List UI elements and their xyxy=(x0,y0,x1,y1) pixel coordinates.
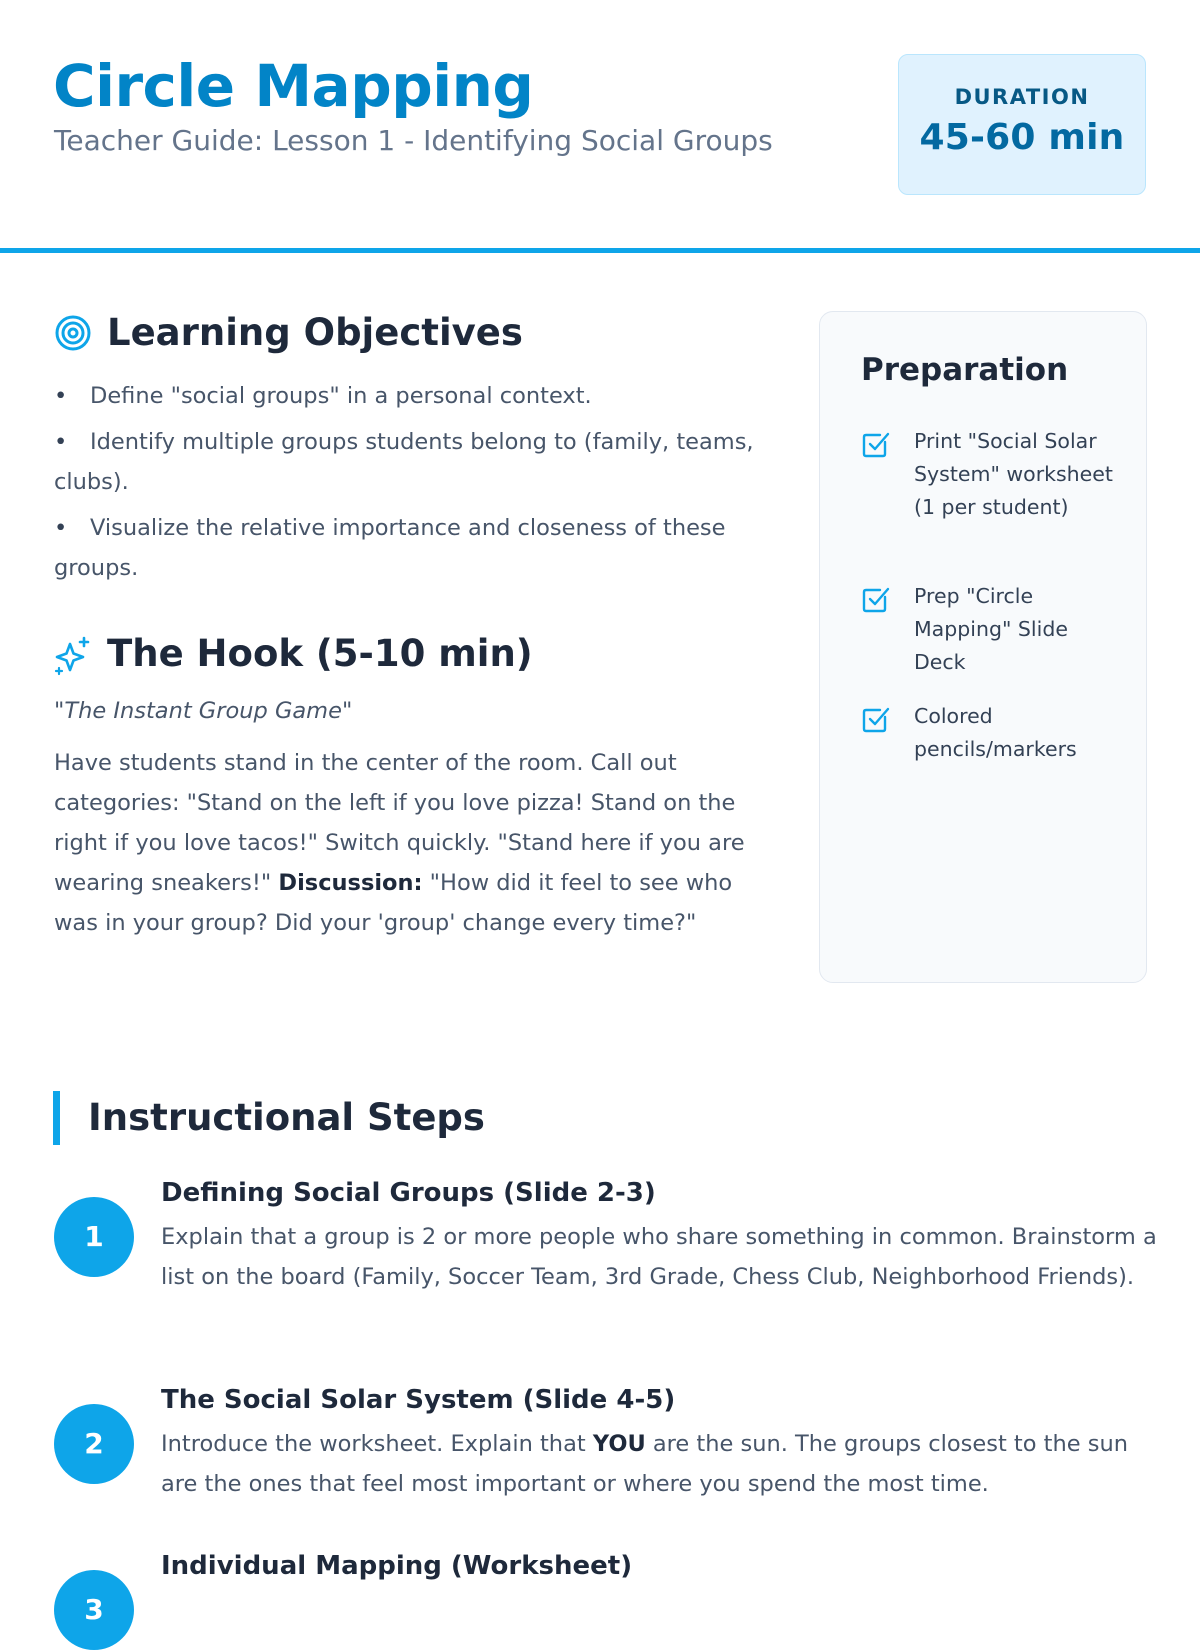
duration-label: DURATION xyxy=(954,85,1090,109)
checkbox-icon xyxy=(861,704,891,734)
step-description: Introduce the worksheet. Explain that YOU are the sun. The groups closest to the sun are the ones that feel most important or where you spend the most time. xyxy=(161,1431,1128,1497)
step-title: Defining Social Groups (Slide 2-3) xyxy=(161,1178,656,1208)
preparation-card xyxy=(819,311,1147,983)
objective-text: Visualize the relative importance and closeness of these groups. xyxy=(54,515,726,581)
step-title: The Social Solar System (Slide 4-5) xyxy=(161,1385,676,1415)
objective-text: Identify multiple groups students belong to (family, teams, clubs). xyxy=(54,429,754,495)
step-number: 1 xyxy=(54,1197,134,1277)
sparkles-icon xyxy=(53,636,93,676)
list-item: • Visualize the relative importance and closeness of these groups. xyxy=(54,515,726,581)
list-item: • Define "social groups" in a personal context. xyxy=(54,383,592,409)
duration-value: 45-60 min xyxy=(919,117,1125,158)
hook-game-title: "The Instant Group Game" xyxy=(54,698,353,724)
target-icon xyxy=(53,313,93,353)
list-item: • Identify multiple groups students belong to (family, teams, clubs). xyxy=(54,429,754,495)
hook-body xyxy=(54,743,774,943)
duration-badge xyxy=(898,54,1146,195)
objective-text: Define "social groups" in a personal context. xyxy=(90,383,592,409)
checkbox-icon xyxy=(861,584,891,614)
steps-heading: Instructional Steps xyxy=(88,1096,485,1139)
step-title: Individual Mapping (Worksheet) xyxy=(161,1551,633,1581)
checkbox-icon xyxy=(861,429,891,459)
preparation-item-text: Prep "Circle Mapping" Slide Deck xyxy=(914,584,1068,674)
preparation-heading: Preparation xyxy=(861,352,1069,388)
page-subtitle: Teacher Guide: Lesson 1 - Identifying Social Groups xyxy=(54,124,773,157)
step-description: Explain that a group is 2 or more people who share something in common. Brainstorm a list on the board (Family, Soccer Team, 3rd Grade, Chess Club, Neighborhood Friends). xyxy=(161,1224,1157,1290)
preparation-item-text: Colored pencils/markers xyxy=(914,704,1077,761)
page-header xyxy=(0,0,1200,253)
hook-heading: The Hook (5-10 min) xyxy=(107,632,533,675)
discussion-text: "How did it feel to see who was in your group? Did your 'group' change every time?" xyxy=(54,870,733,936)
objectives-heading: Learning Objectives xyxy=(107,311,523,354)
step-number: 2 xyxy=(54,1404,134,1484)
preparation-item-text: Print "Social Solar System" worksheet (1 per student) xyxy=(914,429,1113,519)
hook-body-text: Have students stand in the center of the room. Call out categories: "Stand on the left if you love pizza! Stand on the right if you love tacos!" Switch quickly. "Stand here if you are wearing sneakers!" xyxy=(54,750,745,896)
objectives-list xyxy=(54,376,774,594)
discussion-label: Discussion: xyxy=(278,870,423,896)
page-title: Circle Mapping xyxy=(53,52,534,120)
steps-heading-block xyxy=(53,1091,485,1145)
step-number: 3 xyxy=(54,1570,134,1650)
